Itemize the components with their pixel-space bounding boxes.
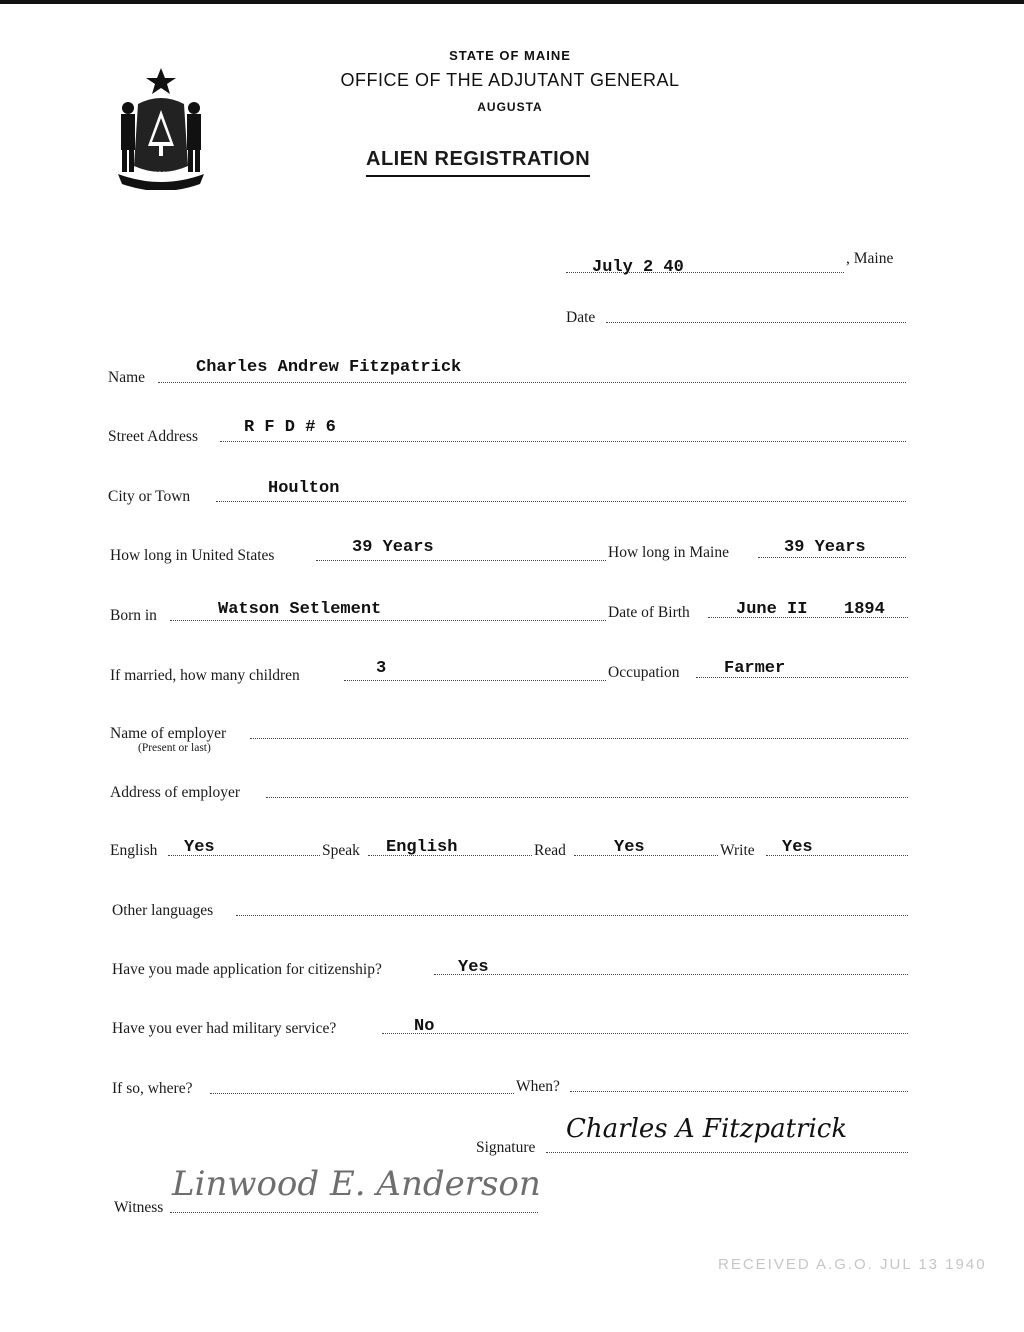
military-label: Have you ever had military service? xyxy=(112,1020,337,1037)
when-label: When? xyxy=(516,1078,560,1095)
witness-line xyxy=(170,1212,538,1213)
date-line xyxy=(606,322,906,323)
when-line xyxy=(570,1091,908,1092)
header-state: STATE OF MAINE xyxy=(449,48,571,63)
signature-line xyxy=(546,1152,908,1153)
children-line xyxy=(344,680,606,681)
city-line xyxy=(216,501,906,502)
signature-value: Charles A Fitzpatrick xyxy=(566,1114,848,1144)
children-value: 3 xyxy=(376,659,387,678)
maine-label: , Maine xyxy=(846,250,894,267)
employer-address-label: Address of employer xyxy=(110,784,240,801)
write-label: Write xyxy=(720,842,755,859)
english-value: Yes xyxy=(184,838,215,857)
other-languages-label: Other languages xyxy=(112,902,214,919)
how-long-maine-label: How long in Maine xyxy=(608,544,729,561)
how-long-maine-value: 39 Years xyxy=(784,538,866,557)
city-label: City or Town xyxy=(108,488,191,505)
read-value: Yes xyxy=(614,838,645,857)
write-value: Yes xyxy=(782,838,813,857)
witness-label: Witness xyxy=(114,1199,164,1216)
other-languages-line xyxy=(236,915,908,916)
employer-label: Name of employer xyxy=(110,725,227,742)
name-label: Name xyxy=(108,369,146,386)
born-in-value: Watson Setlement xyxy=(218,600,382,619)
children-label: If married, how many children xyxy=(110,667,300,684)
speak-value: English xyxy=(386,838,458,857)
how-long-us-value: 39 Years xyxy=(352,538,434,557)
form-title: ALIEN REGISTRATION xyxy=(366,148,590,177)
street-line xyxy=(220,441,906,442)
name-line xyxy=(158,382,906,383)
occupation-label: Occupation xyxy=(608,664,680,681)
employer-address-line xyxy=(266,797,908,798)
speak-label: Speak xyxy=(322,842,360,859)
read-label: Read xyxy=(534,842,566,859)
how-long-us-line xyxy=(316,560,606,561)
street-value: R F D # 6 xyxy=(244,418,336,437)
employer-line xyxy=(250,738,908,739)
signature-label: Signature xyxy=(476,1139,536,1156)
received-stamp: RECEIVED A.G.O. JUL 13 1940 xyxy=(718,1256,987,1273)
dob-label: Date of Birth xyxy=(608,604,690,621)
street-label: Street Address xyxy=(108,428,198,445)
where-line xyxy=(210,1093,514,1094)
occupation-value: Farmer xyxy=(724,659,786,678)
dob-year-value: 1894 xyxy=(844,600,885,619)
city-value: Houlton xyxy=(268,479,340,498)
read-line xyxy=(574,855,718,856)
date-label: Date xyxy=(566,309,596,326)
how-long-us-label: How long in United States xyxy=(110,547,275,564)
military-line xyxy=(382,1033,908,1034)
dob-month-day-value: June II xyxy=(736,600,808,619)
citizenship-line xyxy=(434,974,908,975)
born-in-line xyxy=(170,620,606,621)
where-label: If so, where? xyxy=(112,1080,193,1097)
born-in-label: Born in xyxy=(110,607,157,624)
header-city: AUGUSTA xyxy=(477,100,543,114)
military-value: No xyxy=(414,1017,435,1036)
witness-value: Linwood E. Anderson xyxy=(172,1164,541,1204)
header-office: OFFICE OF THE ADJUTANT GENERAL xyxy=(340,70,680,90)
employer-sublabel: (Present or last) xyxy=(138,742,211,754)
place-date-value: July 2 40 xyxy=(592,258,684,277)
citizenship-label: Have you made application for citizenship? xyxy=(112,961,382,978)
english-label: English xyxy=(110,842,158,859)
seal-banner-text: MAINE xyxy=(136,170,175,180)
how-long-maine-line xyxy=(758,557,906,558)
name-value: Charles Andrew Fitzpatrick xyxy=(196,358,462,377)
citizenship-value: Yes xyxy=(458,958,489,977)
